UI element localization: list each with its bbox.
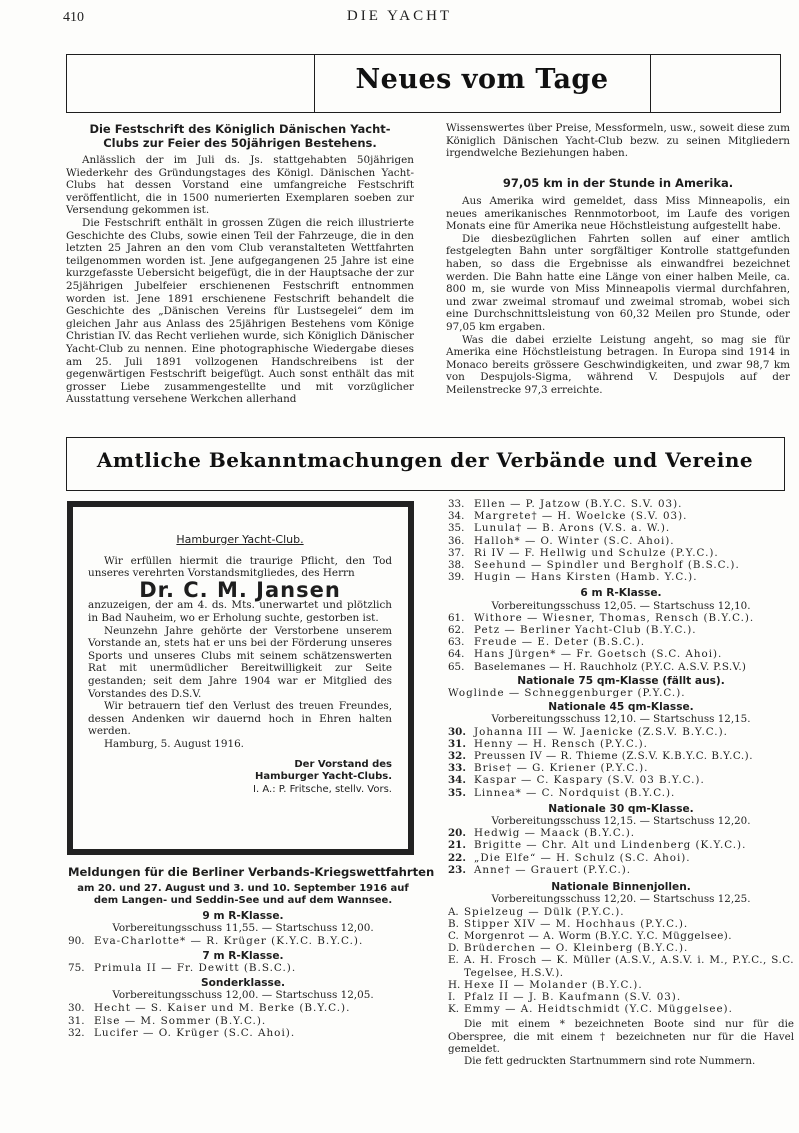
- paragraph: Wir erfüllen hiermit die traurige Pflicht, den Tod unseres verehrten Vorstandsmitgliedes, des Herrn: [88, 554, 392, 580]
- entry-row: 33. Brise† — G. Kriener (P.Y.C.).: [448, 762, 649, 775]
- death-notice: [88, 512, 392, 796]
- class-heading: 7 m R-Klasse.: [202, 949, 284, 962]
- article-festschrift: [66, 122, 414, 406]
- class-heading: Nationale Binnenjollen.: [551, 881, 691, 894]
- banner-title: Neues vom Tage: [355, 64, 609, 95]
- footnote: Die fett gedruckten Startnummern sind rote Nummern.: [464, 1054, 756, 1067]
- meldungen-title: Meldungen für die Berliner Verbands-Kriegswettfahrten: [68, 865, 435, 879]
- deceased-name: Dr. C. M. Jansen: [139, 577, 341, 602]
- paragraph: Neunzehn Jahre gehörte der Verstorbene unserem Vorstande an, stets hat er uns bei der Förderung unseres Sports und unseres Clubs mit seinem schätzenswerten Rat mit unermüdlicher Bereitwilligkeit zur Seite gestanden; seit dem Jahre 1904 war er Mitglied des Vorstandes des D.S.V.: [88, 624, 392, 700]
- signature-line: Hamburger Yacht-Clubs.: [255, 771, 392, 783]
- paragraph: Was die dabei erzielte Leistung angeht, so mag sie für Amerika eine Höchstleistung betragen. In Europa sind 1914 in Monaco bereits grössere Geschwindigkeiten, und zwar 98,7 km von Despujols-Sigma, während V. Despujols auf der Meilenstrecke 97,3 erreichte.: [446, 333, 790, 396]
- entry-row: 31. Henny — H. Rensch (P.Y.C.).: [448, 737, 648, 750]
- entry-row: C. Morgenrot — A. Worm (B.Y.C. Y.C. Müggelsee).: [448, 929, 733, 942]
- entry-row: 35. Lunula† — B. Arons (V.S. a. W.).: [448, 522, 671, 535]
- entry-row: 32. Lucifer — O. Krüger (S.C. Ahoi).: [68, 1027, 296, 1040]
- entry-row: B. Stipper XIV — M. Hochhaus (P.Y.C.).: [448, 917, 689, 930]
- entry-row: 23. Anne† — Grauert (P.Y.C.).: [448, 863, 632, 876]
- class-heading: Nationale 30 qm-Klasse.: [548, 802, 694, 815]
- paragraph: Anlässlich der im Juli ds. Js. stattgehabten 50jährigen Wiederkehr des Gründungstages des Königl. Dänischen Yacht-Clubs hat dessen Vorstand eine umfangreiche Festschrift veröffentlicht, die in 1500 numerierten Exemplaren soeben zur Versendung gekommen ist.: [66, 154, 414, 217]
- entry-row: 30. Hecht — S. Kaiser und M. Berke (B.Y.C.).: [68, 1001, 351, 1014]
- start-times: Vorbereitungsschuss 11,55. — Startschuss 12,00.: [112, 922, 374, 935]
- meldungen-subtitle: am 20. und 27. August und 3. und 10. September 1916 auf dem Langen- und Seddin-See und auf dem Wannsee.: [77, 882, 409, 907]
- entry-row: K. Emmy — A. Heidtschmidt (Y.C. Müggelsee).: [448, 1003, 733, 1016]
- banner-title: Amtliche Bekanntmachungen der Verbände und Vereine: [96, 448, 754, 472]
- paragraph: Die Festschrift enthält in grossen Zügen die reich illustrierte Geschichte des Clubs, sowie einen Teil der Fahrzeuge, die in den letzten 25 Jahren an den vom Club veranstalteten Wettfahrten teilgenommen worden ist. Jene aufgegangenen 25 Jahre ist eine kurzgefasste Uebersicht beigefügt, die in der Hauptsache der zur 25jährigen Jubelfeier erschienenen Festschrift entnommen worden ist. Jene 1891 erschienene Festschrift behandelt die Geschichte des „Dänischen Vereins für Lustsegelei“ dem im gleichen Jahr aus Anlass des 25jährigen Bestehens vom Könige Christian IV. das Recht verliehen wurde, sich Königlich Dänischer Yacht-Club zu nennen. Eine photographische Wiedergabe dieses am 25. Juli 1891 vollzogenen Handschreibens ist der gegenwärtigen Festschrift beigefügt. Auch sonst enthält das mit grosser Liebe zusammengestellte und mit vorzüglicher Ausstattung versehene Werkchen allerhand: [66, 216, 414, 406]
- entry-row: 21. Brigitte — Chr. Alt und Lindenberg (K.Y.C.).: [448, 839, 747, 852]
- start-times: Vorbereitungsschuss 12,15. — Startschuss 12,20.: [491, 815, 751, 828]
- entry-row: 37. Ri IV — F. Hellwig und Schulze (P.Y.C.).: [448, 546, 719, 559]
- entry-row: 20. Hedwig — Maack (B.Y.C.).: [448, 827, 635, 840]
- entry-row: 36. Halloh* — O. Winter (S.C. Ahoi).: [448, 534, 675, 547]
- entry-row: 31. Else — M. Sommer (B.Y.C.).: [68, 1014, 267, 1027]
- entry-row: 61. Withore — Wiesner, Thomas, Rensch (B.Y.C.).: [448, 611, 755, 624]
- paragraph: Wir betrauern tief den Verlust des treuen Freundes, dessen Andenken wir dauernd hoch in Ehren halten werden.: [88, 700, 392, 738]
- entry-row: 63. Freude — E. Deter (B.S.C.).: [448, 636, 646, 649]
- running-title: DIE YACHT: [346, 8, 453, 24]
- paragraph: anzuzeigen, der am 4. ds. Mts. unerwartet und plötzlich in Bad Nauheim, wo er Erholung suchte, gestorben ist.: [88, 599, 392, 624]
- article-title: 97,05 km in der Stunde in Amerika.: [502, 176, 734, 190]
- entry-row: 75. Primula II — Fr. Dewitt (B.S.C.).: [68, 962, 297, 975]
- entry-row: 90. Eva-Charlotte* — R. Krüger (K.Y.C. B.Y.C.).: [68, 934, 364, 947]
- entry-row: 30. Johanna III — W. Jaenicke (Z.S.V. B.Y.C.).: [448, 725, 728, 738]
- class-heading: Nationale 75 qm-Klasse (fällt aus).: [517, 674, 725, 687]
- entry-row: 22. „Die Elfe“ — H. Schulz (S.C. Ahoi).: [448, 851, 691, 864]
- entry-row: 33. Ellen — P. Jatzow (B.Y.C. S.V. 03).: [448, 498, 683, 510]
- paragraph: Wissenswertes über Preise, Messformeln, usw., soweit diese zum Königlich Dänischen Yacht-Club bezw. zu seinen Mitgliedern irgendwelche Beziehungen haben.: [446, 122, 791, 160]
- entry-row: Woglinde — Schneggenburger (P.Y.C.).: [448, 687, 686, 700]
- entry-row: 34. Margrete† — H. Woelcke (S.V. 03).: [448, 510, 688, 523]
- entry-row: H. Hexe II — Molander (B.Y.C.).: [448, 978, 643, 991]
- entry-row: 65. Baselemanes — H. Rauchholz (P.Y.C. A.S.V. P.S.V.): [448, 660, 747, 673]
- paragraph: Die diesbezüglichen Fahrten sollen auf einer amtlich festgelegten Bahn unter sorgfältiger Kontrolle stattgefunden haben, so dass die Ergebnisse als einwandfrei bezeichnet werden. Die Bahn hatte eine Länge von einer halben Meile, ca. 800 m, sie wurde von Miss Minneapolis viermal durchfahren, und zwar zweimal stromauf und zweimal stromab, wobei sich eine Durchschnittsleistung von 60,32 Meilen pro Stunde, oder 97,05 km ergaben.: [446, 232, 790, 333]
- class-heading: 9 m R-Klasse.: [202, 909, 284, 922]
- entries-right-column: [448, 498, 794, 1067]
- signature-line: Der Vorstand des: [294, 758, 392, 770]
- footnote: Die mit einem * bezeichneten Boote sind nur für die Oberspree, die mit einem † bezeichneten nur für die Havel gemeldet.: [448, 1018, 794, 1055]
- entry-row: 64. Hans Jürgen* — Fr. Goetsch (S.C. Ahoi).: [448, 648, 723, 661]
- class-heading: Nationale 45 qm-Klasse.: [548, 701, 694, 714]
- entry-row: 35. Linnea* — C. Nordquist (B.Y.C.).: [448, 786, 676, 799]
- start-times: Vorbereitungsschuss 12,10. — Startschuss 12,15.: [491, 713, 751, 726]
- entry-row: E. A. H. Frosch — K. Müller (A.S.V., A.S.V. i. M., P.Y.C., S.C. Tegelsee, H.S.V.).: [448, 954, 794, 979]
- start-times: Vorbereitungsschuss 12,20. — Startschuss 12,25.: [491, 893, 751, 906]
- article-amerika: [446, 176, 790, 397]
- entry-row: A. Spielzeug — Dülk (P.Y.C.).: [448, 905, 625, 918]
- start-times: Vorbereitungsschuss 12,05. — Startschuss 12,10.: [491, 599, 751, 612]
- article-title: Die Festschrift des Königlich Dänischen Yacht-Clubs zur Feier des 50jährigen Bestehens.: [89, 122, 391, 150]
- entry-row: 38. Seehund — Spindler und Bergholf (B.S.C.).: [448, 559, 740, 572]
- entry-row: 34. Kaspar — C. Kaspary (S.V. 03 B.Y.C.).: [448, 774, 705, 787]
- notice-club: Hamburger Yacht-Club.: [176, 533, 304, 546]
- entry-row: 32. Preussen IV — R. Thieme (Z.S.V. K.B.Y.C. B.Y.C.).: [448, 750, 753, 763]
- notice-date: Hamburg, 5. August 1916.: [104, 737, 244, 750]
- class-heading: Sonderklasse.: [200, 976, 286, 989]
- start-times: Vorbereitungsschuss 12,00. — Startschuss 12,05.: [112, 989, 374, 1002]
- entry-row: I. Pfalz II — J. B. Kaufmann (S.V. 03).: [448, 990, 682, 1003]
- signature-line: I. A.: P. Fritsche, stellv. Vors.: [253, 783, 392, 795]
- meldungen-section: [68, 865, 435, 1040]
- entry-row: D. Brüderchen — O. Kleinberg (B.Y.C.).: [448, 942, 689, 955]
- entry-row: 62. Petz — Berliner Yacht-Club (B.Y.C.).: [448, 624, 697, 637]
- article-continuation: [446, 122, 790, 160]
- paragraph: Aus Amerika wird gemeldet, dass Miss Minneapolis, ein neues amerikanisches Rennmotorboot, im Laufe des vorigen Monats eine für Amerika neue Höchstleistung aufgestellt habe.: [446, 195, 790, 233]
- page-number: 410: [63, 10, 84, 25]
- entry-row: 39. Hugin — Hans Kirsten (Hamb. Y.C.).: [448, 571, 698, 584]
- class-heading: 6 m R-Klasse.: [580, 587, 662, 600]
